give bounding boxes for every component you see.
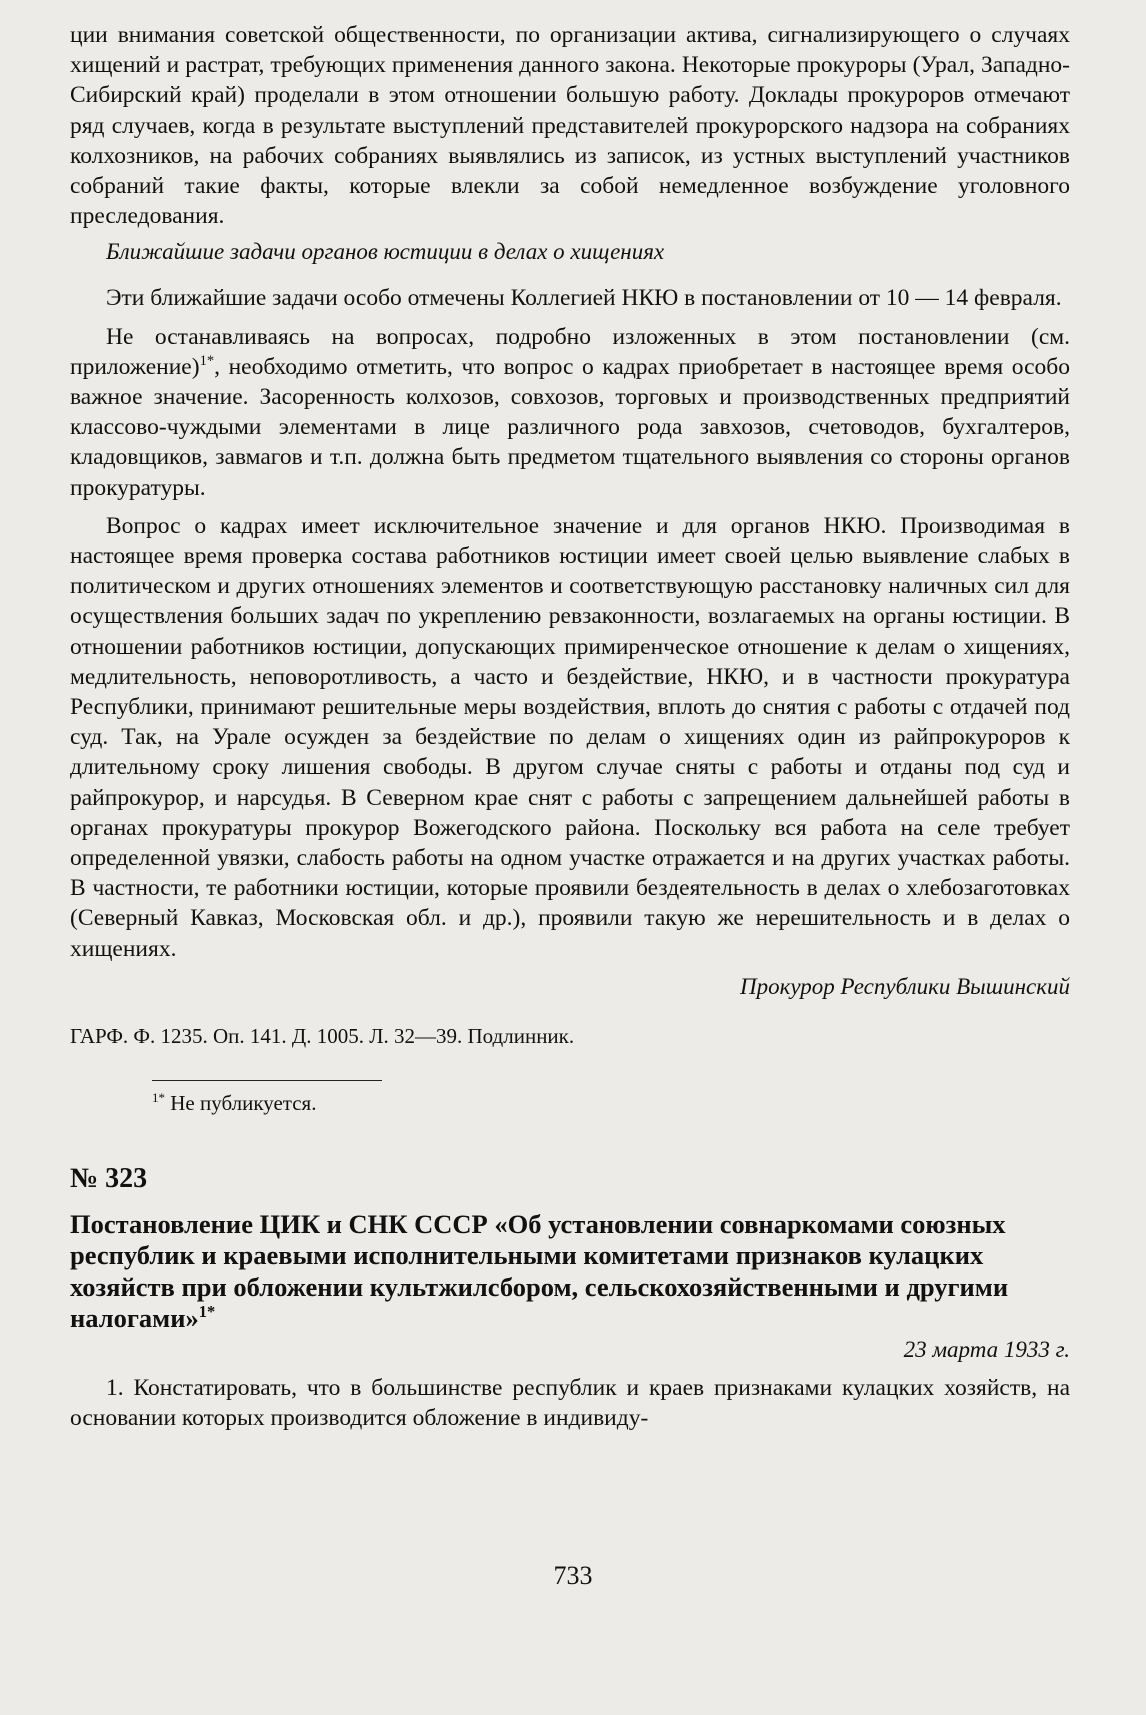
document-number: № 323 — [70, 1162, 148, 1194]
document-title-mark: 1* — [198, 1302, 216, 1322]
footnote-text: Не публикуется. — [170, 1090, 317, 1115]
document-date: 23 марта 1933 г. — [903, 1336, 1070, 1362]
footnote-divider — [152, 1080, 382, 1081]
document-first-paragraph: 1. Констатировать, что в большинстве республик и краев признаками кулацких хозяйств, на основании которых производится обложение в индивиду- — [70, 1374, 1070, 1432]
signature: Прокурор Республики Вышинский — [740, 973, 1070, 999]
footnote — [152, 1089, 1070, 1117]
paragraph-cadres — [70, 322, 1070, 503]
document-title-text: Постановление ЦИК и СНК СССР «Об установлении совнаркомами союзных республик и краевыми исполнительными комитетами признаков кулацких хозяйств при обложении культжилсбором, сельскохозяйственными и другими налогами» — [70, 1208, 1009, 1334]
paragraph-tasks: Эти ближайшие задачи особо отмечены Коллегией НКЮ в постановлении от 10 — 14 февраля. — [106, 285, 1062, 312]
page-number: 733 — [553, 1561, 593, 1590]
text-column — [70, 20, 1070, 1433]
intro-paragraph: ции внимания советской общественности, по организации актива, сигнализирующего о случаях хищений и растрат, требующих применения данного закона. Некоторые прокуроры (Урал, Западно-Сибирский край) проделали в этом отношении большую работу. Доклады прокуроров отмечают ряд случаев, когда в результате выступлений представителей прокурорского надзора на собраниях колхозников, на рабочих собраниях выявлялись из записок, из устных выступлений участников собраний такие факты, которые влекли за собой немедленное возбуждение уголовного преследования. — [70, 22, 1070, 230]
section-heading: Ближайшие задачи органов юстиции в делах о хищениях — [106, 239, 665, 265]
archive-reference: ГАРФ. Ф. 1235. Оп. 141. Д. 1005. Л. 32—39. Подлинник. — [70, 1023, 575, 1048]
paragraph-cadres-start: Не останавливаясь на вопросах, подробно изложенных в этом постановлении (см. приложение) — [70, 323, 1070, 380]
document-title — [70, 1209, 1070, 1335]
footnote-mark: 1* — [152, 1089, 166, 1105]
paragraph-justice-staff: Вопрос о кадрах имеет исключительное значение и для органов НКЮ. Производимая в настоящее время проверка состава работников юстиции имеет своей целью выявление слабых в политическом и других отношениях элементов и соответствующую расстановку наличных сил для осуществления больших задач по укреплению ревзаконности, возлагаемых на органы юстиции. В отношении работников юстиции, допускающих примиренческое отношение к делам о хищениях, медлительность, неповоротливость, а часто и бездействие, НКЮ, и в частности прокуратура Республики, принимают решительные меры воздействия, вплоть до снятия с работы с отдачей под суд. Так, на Урале осужден за бездействие по делам о хищениях один из райпрокуроров к длительному сроку лишения свободы. В другом случае сняты с работы и отданы под суд и райпрокурор, и нарсудья. В Северном крае снят с работы с запрещением дальнейшей работы в органах прокуратуры прокурор Вожегодского района. Поскольку вся работа на селе требует определенной увязки, слабость работы на одном участке отражается и на других участках работы. В частности, те работники юстиции, которые проявили бездеятельность в делах о хлебозаготовках (Северный Кавказ, Московская обл. и др.), проявили такую же нерешительность и в делах о хищениях. — [70, 512, 1070, 962]
footnote-ref-mark: 1* — [199, 353, 215, 369]
paragraph-cadres-end: , необходимо отметить, что вопрос о кадрах приобретает в настоящее время особо важное значение. Засоренность колхозов, совхозов, торговых и производственных предприятий классово-чуждыми элементами в лице различного рода завхозов, счетоводов, бухгалтеров, кладовщиков, завмагов и т.п. должна быть предметом тщательного выявления со стороны органов прокуратуры. — [70, 353, 1070, 501]
